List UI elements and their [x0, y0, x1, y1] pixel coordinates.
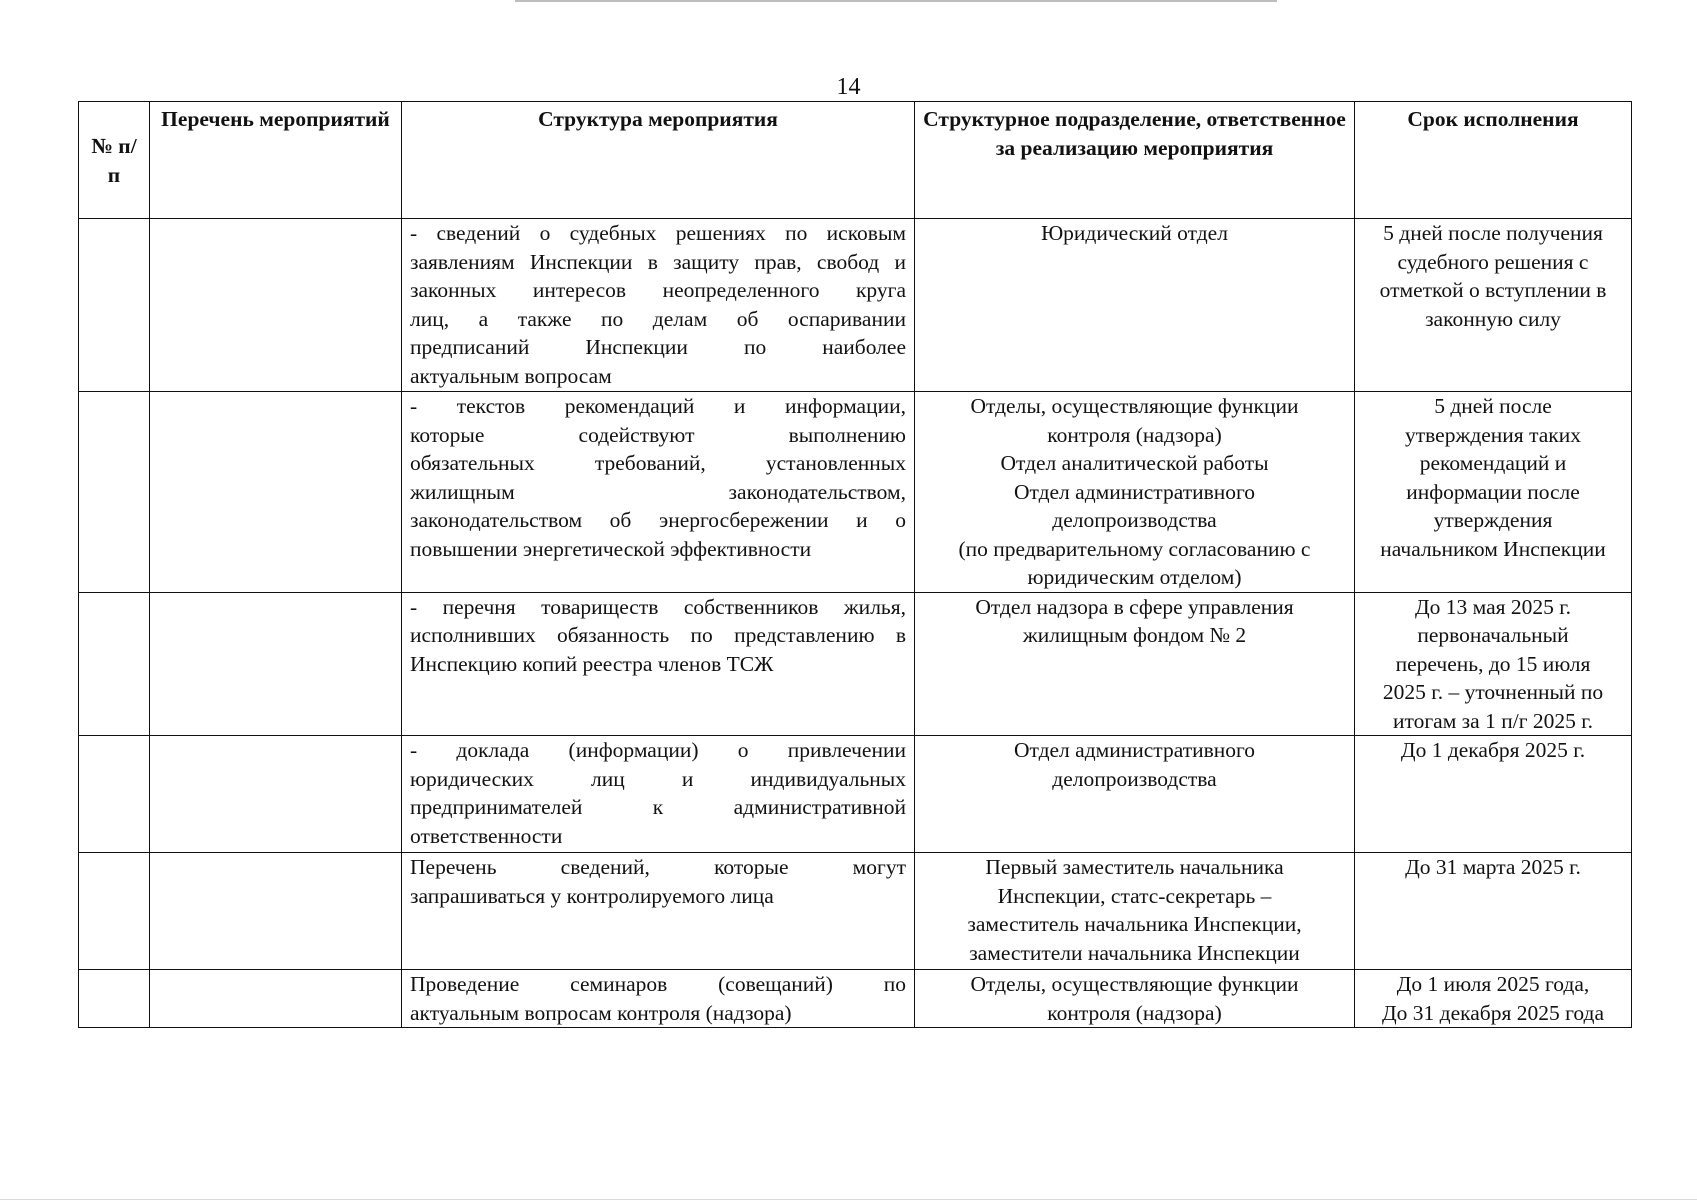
- deadline-line: перечень, до 15 июля: [1395, 651, 1591, 676]
- cell-department: [915, 592, 1355, 736]
- structure-line: - сведений о судебных решениях по исковым: [410, 221, 906, 245]
- cell-deadline: [1355, 853, 1632, 970]
- header-deadline: Срок исполнения: [1355, 102, 1632, 219]
- cell-department: [915, 853, 1355, 970]
- header-num: № п/п: [79, 102, 150, 219]
- structure-line: лиц, а также по делам об оспаривании: [410, 306, 906, 331]
- structure-line: - перечня товариществ собственников жилья,: [410, 594, 906, 619]
- structure-line: Проведение семинаров (совещаний) по: [410, 972, 906, 996]
- structure-line: актуальным вопросам: [410, 363, 612, 388]
- cell-num: [79, 970, 150, 1028]
- cell-activities: [150, 736, 402, 853]
- cell-activities: [150, 970, 402, 1028]
- table-header-row: [79, 102, 1632, 219]
- deadline-line: законную силу: [1425, 306, 1561, 331]
- department-line: Отдел аналитической работы: [1000, 451, 1269, 475]
- cell-num: [79, 592, 150, 736]
- department-line: Отдел административного: [1013, 738, 1256, 762]
- deadline-line: До 31 декабря 2025 года: [1381, 1000, 1605, 1025]
- structure-line: Перечень сведений, которые могут: [410, 855, 906, 879]
- table-row: [79, 219, 1632, 392]
- header-activities: Перечень мероприятий: [150, 102, 402, 219]
- structure-line: которые содействуют выполнению: [410, 422, 906, 447]
- deadline-line: судебного решения с: [1397, 249, 1589, 274]
- deadline-line: утверждения таких: [1405, 422, 1581, 447]
- cell-structure: [402, 219, 915, 392]
- department-line: Отдел административного: [1013, 479, 1256, 504]
- deadline-line: 2025 г. – уточненный по: [1382, 680, 1604, 704]
- cell-deadline: [1355, 592, 1632, 736]
- cell-department: [915, 970, 1355, 1028]
- department-line: делопроизводства: [1052, 508, 1217, 532]
- cell-department: [915, 736, 1355, 853]
- cell-activities: [150, 219, 402, 392]
- cell-activities: [150, 392, 402, 593]
- cell-structure: [402, 592, 915, 736]
- cell-structure: [402, 392, 915, 593]
- deadline-line: отметкой о вступлении в: [1379, 278, 1607, 302]
- cell-department: [915, 392, 1355, 593]
- department-line: Юридический отдел: [1041, 221, 1228, 245]
- department-line: заместитель начальника Инспекции,: [967, 912, 1302, 936]
- header-structure: Структура мероприятия: [402, 102, 915, 219]
- structure-line: юридических лиц и индивидуальных: [410, 766, 906, 791]
- department-line: заместители начальника Инспекции: [969, 940, 1300, 965]
- deadline-line: информации после: [1406, 479, 1580, 504]
- structure-line: Инспекцию копий реестра членов ТСЖ: [410, 651, 774, 676]
- structure-line: законодательством об энергосбережении и о: [410, 508, 906, 532]
- department-line: контроля (надзора): [1047, 422, 1222, 447]
- deadline-line: итогам за 1 п/г 2025 г.: [1392, 708, 1594, 733]
- structure-line: исполнивших обязанность по представлению в: [410, 623, 906, 647]
- department-line: жилищным фондом № 2: [1022, 623, 1247, 647]
- cell-deadline: [1355, 392, 1632, 593]
- structure-line: обязательных требований, установленных: [410, 451, 906, 475]
- structure-line: предпринимателей к административной: [410, 795, 906, 819]
- cell-deadline: [1355, 219, 1632, 392]
- top-scan-line: [515, 0, 1277, 2]
- activities-table: [78, 101, 1632, 1028]
- cell-num: [79, 392, 150, 593]
- structure-line: жилищным законодательством,: [410, 479, 906, 504]
- structure-line: заявлениям Инспекции в защиту прав, свобод и: [410, 249, 906, 274]
- department-line: Отделы, осуществляющие функции: [970, 394, 1299, 418]
- department-line: контроля (надзора): [1047, 1000, 1222, 1025]
- structure-line: актуальным вопросам контроля (надзора): [410, 1000, 792, 1025]
- deadline-line: До 31 марта 2025 г.: [1405, 855, 1581, 879]
- cell-deadline: [1355, 970, 1632, 1028]
- deadline-line: До 13 мая 2025 г.: [1414, 594, 1572, 619]
- cell-deadline: [1355, 736, 1632, 853]
- department-line: делопроизводства: [1052, 766, 1217, 791]
- department-line: Отделы, осуществляющие функции: [970, 972, 1299, 996]
- cell-num: [79, 736, 150, 853]
- table-row: [79, 592, 1632, 736]
- cell-num: [79, 219, 150, 392]
- structure-line: ответственности: [410, 823, 563, 848]
- deadline-line: первоначальный: [1417, 623, 1569, 647]
- structure-line: законных интересов неопределенного круга: [410, 278, 906, 302]
- cell-activities: [150, 592, 402, 736]
- cell-department: [915, 219, 1355, 392]
- table-row: [79, 970, 1632, 1028]
- deadline-line: начальником Инспекции: [1380, 536, 1606, 561]
- cell-structure: [402, 736, 915, 853]
- deadline-line: 5 дней после получения: [1383, 221, 1603, 245]
- department-line: юридическим отделом): [1027, 565, 1242, 589]
- deadline-line: До 1 июля 2025 года,: [1396, 972, 1590, 996]
- cell-num: [79, 853, 150, 970]
- table-row: [79, 392, 1632, 593]
- structure-line: повышении энергетической эффективности: [410, 536, 812, 561]
- header-department: Структурное подразделение, ответственное за реализацию мероприятия: [915, 102, 1355, 219]
- cell-structure: [402, 853, 915, 970]
- deadline-line: утверждения: [1433, 508, 1553, 532]
- page-number: 14: [836, 74, 861, 100]
- department-line: Первый заместитель начальника: [985, 855, 1284, 879]
- table-row: [79, 736, 1632, 853]
- department-line: Инспекции, статс-секретарь –: [997, 883, 1272, 908]
- department-line: (по предварительному согласованию с: [958, 536, 1311, 561]
- structure-line: предписаний Инспекции по наиболее: [410, 335, 906, 359]
- cell-activities: [150, 853, 402, 970]
- deadline-line: До 1 декабря 2025 г.: [1400, 738, 1586, 762]
- deadline-line: рекомендаций и: [1419, 451, 1567, 475]
- structure-line: запрашиваться у контролируемого лица: [410, 883, 774, 908]
- table-row: [79, 853, 1632, 970]
- structure-line: - текстов рекомендаций и информации,: [410, 394, 906, 418]
- structure-line: - доклада (информации) о привлечении: [410, 738, 906, 762]
- cell-structure: [402, 970, 915, 1028]
- department-line: Отдел надзора в сфере управления: [975, 594, 1294, 619]
- deadline-line: 5 дней после: [1434, 394, 1552, 418]
